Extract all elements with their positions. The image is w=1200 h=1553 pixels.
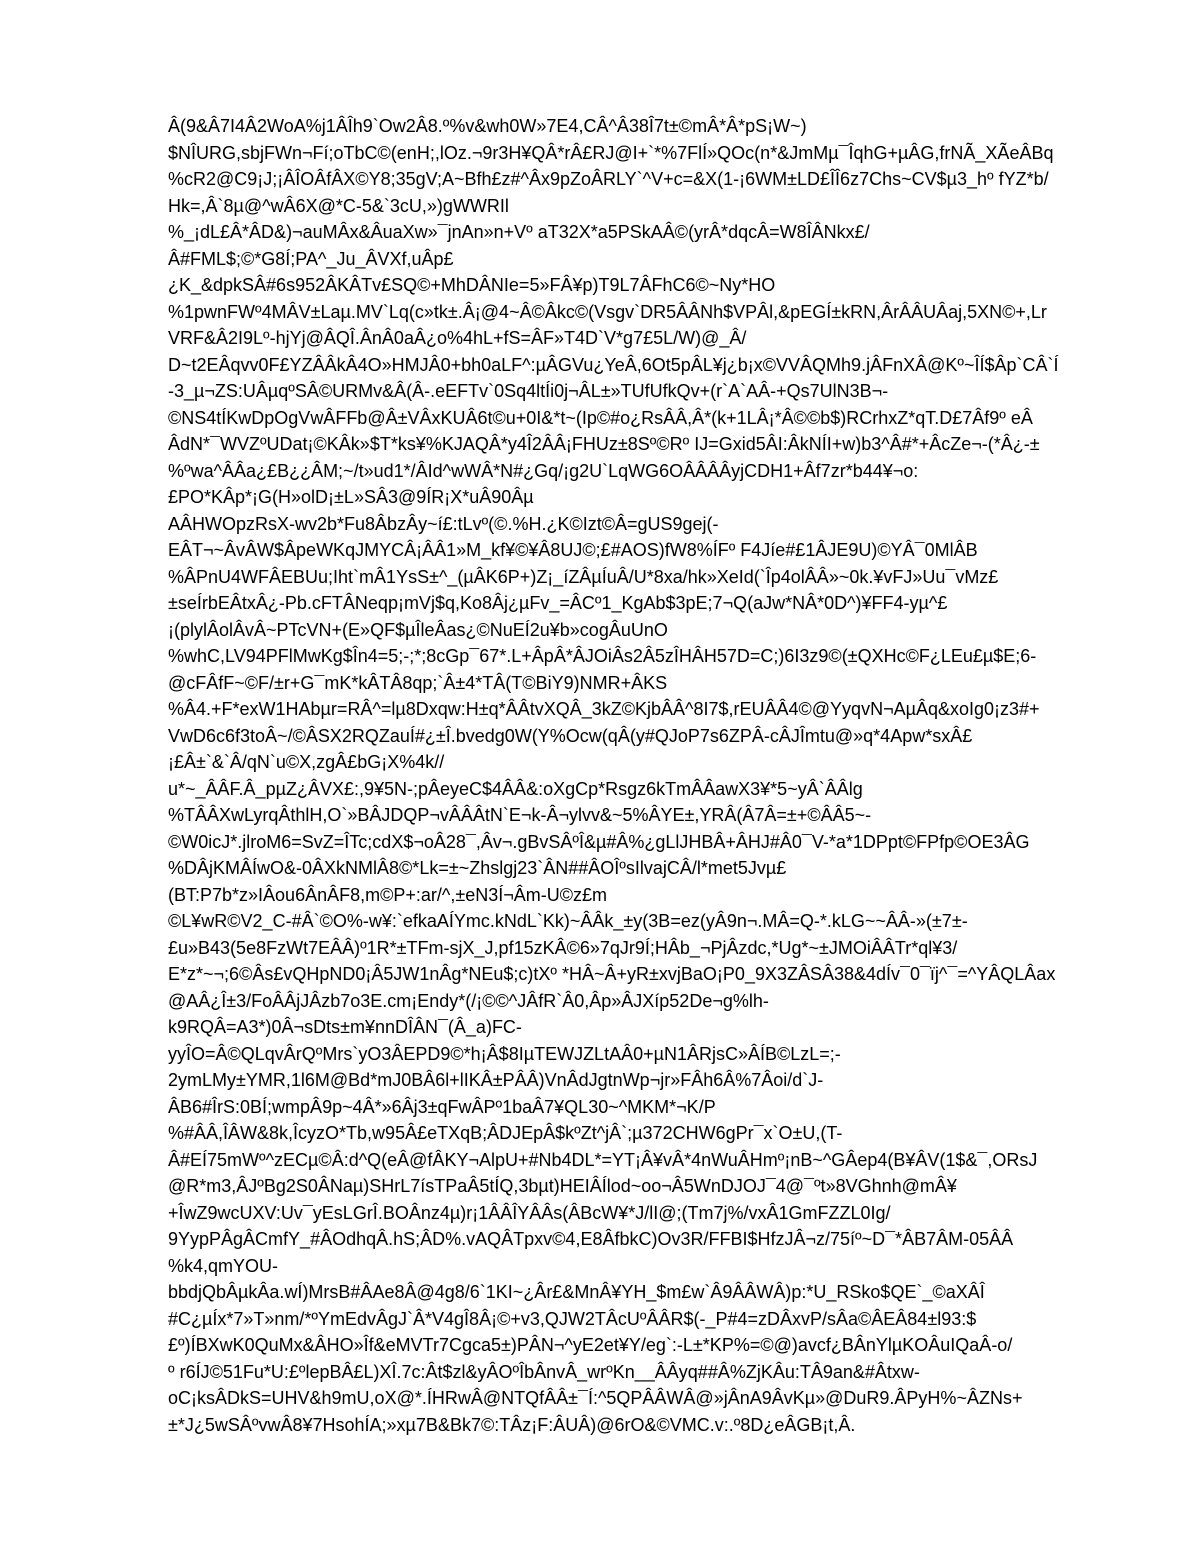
text-line: %1pwnFWº4MÂV±Laµ.MV`Lq(c»tk±.Â¡@4~Â©Âkc©(Vsgv`DR5ÂÂNh$VPÂl,&pEGÍ±kRN,ÂrÂÂUÂaj,5XN©+,Lr: [168, 301, 1047, 322]
text-line: $NÎURG,sbjFWn¬Fí;oTbC©(enH;,lOz.¬9r3H¥QÂ*rÂ£RJ@I+`*%7FlÍ»QOc(n*&JmMµ¯ÎqhG+µÂG,frNÃ_XÃeÂBq: [168, 142, 1054, 163]
document-body-text: [168, 113, 1128, 1438]
text-line: Hk=,Â`8µ@^wÂ6X@*C-5&`3cU,»)gWWRIl: [168, 195, 509, 216]
text-line: ©NS4tÍKwDpOgVwÂFFb@Â±VÂxKUÂ6t©u+0I&*t~(Ip©#o¿RsÂÂ,Â*(k+1LÂ¡*Â©©b$)RCrhxZ*qT.D£7Âf9º eÂ: [168, 407, 1033, 428]
text-line: E*z*~¬;6©Âs£vQHpND0¡Â5JW1nÂg*NEu$;c)tXº *HÂ~Â+yR±xvjBaO¡P0_9X3ZÂSÂ38&4dÍv¯0¯ïj^¯=^YÂQLÂax: [168, 964, 1056, 984]
text-line: (BT:P7b*z»IÂou6ÂnÂF8,m©P+:ar/^,±eN3Í¬Âm-U©z£m: [168, 884, 608, 905]
text-line: k9RQÂ=A3*)0Â¬sDts±m¥nnDÎÂN¯(Â_a)FC-: [168, 1017, 522, 1037]
text-line: %TÂÂXwLyrqÂthlH,O`»BÂJDQP¬vÂÂÂtN`E¬k-Â¬ylvv&~5%ÂYE±,YRÂ(Â7Â=±+©ÂÂ5~-: [168, 805, 872, 825]
text-line: ©L¥wR©V2_C-#Â`©O%-w¥:`efkaAÍYmc.kNdL`Kk)~ÂÂk_±y(3B=ez(yÂ9n¬.MÂ=Q-*.kLG~~ÂÂ-»(±7±-: [168, 911, 968, 931]
text-line: @AÂ¿Î±3/FoÂÂjJÂzb7o3E.cm¡Endy*(/¡©©^JÂfR`Â0,Âp»ÂJXíp52De¬g%lh-: [168, 990, 769, 1011]
text-line: VRF&Â2I9Lº-hjYj@ÂQÎ.ÂnÂ0aÂ¿o%4hL+fS=ÂF»T4D`V*g7£5L/W)@_Â/: [168, 328, 747, 348]
text-line: EÂT¬~ÂvÂW$ÂpeWKqJMYCÂ¡ÂÂ1»M_kf¥©¥Â8UJ©;£#AOS)fW8%ÍFº F4Jíe#£1ÂJE9U)©YÂ¯0MlÂB: [168, 540, 978, 560]
text-line: AÂHWOpzRsX-wv2b*Fu8ÂbzÂy~í£:tLvº(©.%H.¿K©Izt©Â=gUS9gej(-: [168, 513, 719, 534]
text-line: @cFÂfF~©F/±r+G¯mK*kÂTÂ8qp;`Â±4*TÂ(T©BiY9)NMR+ÂKS: [168, 672, 668, 693]
text-line: yyÎO=Â©QLqvÂrQºMrs`yO3ÂEPD9©*h¡Â$8IµTEWJZLtAÂ0+µN1ÂRjsC»ÂÍB©LzL=;-: [168, 1043, 841, 1064]
text-line: VwD6c6f3toÂ~/©ÂSX2RQZauÍ#¿±Î.bvedg0W(Y%Ocw(qÂ(y#QJoP7s6ZPÂ-cÂJÎmtu@»q*4Apw*sxÂ£: [168, 725, 973, 746]
text-line: %whC,LV94PFlMwKg$În4=5;-;*;8cGp¯67*.L+ÂpÂ*ÂJOiÂs2Â5zÎHÂH57D=C;)6I3z9©(±QXHc©F¿LEu£µ$E;6-: [168, 646, 1037, 666]
text-line: +ÎwZ9wcUXV:Uv¯yEsLGrÎ.BOÂnz4µ)r¡1ÂÂÎYÂÂs(ÂBcW¥*J/lI@;(Tm7j%/vxÂ1GmFZZL0Ig/: [168, 1202, 891, 1223]
text-line: Â(9&Â7I4Â2WoA%j1ÂÎh9`Ow2Â8.º%v&wh0W»7E4,CÂ^Â38Î7t±©mÂ*Â*pS¡W~): [168, 116, 807, 136]
text-line: ¿K_&dpkSÂ#6s952ÂKÂTv£SQ©+MhDÂNIe=5»FÂ¥p)T9L7ÂFhC6©~Ny*HO: [168, 275, 776, 295]
text-line: %#ÂÂ,ÎÂW&8k,ÎcyzO*Tb,w95Â£eTXqB;ÂDJEpÂ$kºZt^jÂ`;µ372CHW6gPr¯x`O±U,(T-: [168, 1123, 843, 1143]
text-line: u*~_ÂÂF.Â_pµZ¿ÂVX£:,9¥5N-;pÂeyeC$4ÂÂ&:oXgCp*Rsgz6kTmÂÂawX3¥*5~yÂ`ÂÂlg: [168, 778, 863, 799]
text-line: %DÂjKMÂÍwO&-0ÂXkNMlÂ8©*Lk=±~Zhslgj23`ÂN##ÂOÎºsIlvajCÂ/l*met5Jvµ£: [168, 858, 787, 878]
text-line: ÂdN*¯WVZºUDat¡©KÂk»$T*ks¥%KJAQÂ*y4Î2ÂÂ¡FHUz±8Sº©Rº IJ=Gxid5ÂI:ÂkNÍI+w)b3^Â#*+ÂcZe¬-(*Â¿-±: [168, 434, 1040, 454]
text-line: %ÂPnU4WFÂEBUu;Iht`mÂ1YsS±^_(µÂK6P+)Z¡_íZÂµÍuÂ/U*8xa/hk»XeId(`Îp4olÂÂ»~0k.¥vFJ»Uu¯vMz£: [168, 566, 999, 587]
text-line: %cR2@C9¡J;¡ÂÎOÂfÂX©Y8;35gV;A~Bfh£z#^Âx9pZoÂRLY`^V+c=&X(1-¡6WM±LD£ÎÎ6z7Chs~CV$µ3_hº fYZ*b/: [168, 169, 1049, 189]
text-line: oC¡ksÂDkS=UHV&h9mU,oX@*.ÍHRwÂ@NTQfÂÂ±¯Í:^5QPÂÂWÂ@»jÂnA9ÂvKµ»@DuR9.ÂPyH%~ÂZNs+: [168, 1388, 1023, 1408]
text-line: 2ymLMy±YMR,1l6M@Bd*mJ0BÂ6l+lIKÂ±PÂÂ)VnÂdJgtnWp¬jr»FÂh6Â%7Âoi/d`J-: [168, 1070, 824, 1090]
text-line: -3_µ¬ZS:UÂµqºSÂ©URMv&Â(Â-.eEFTv`0Sq4ltÍi0j¬ÂL±»TUfUfkQv+(r`A`AÂ-+Qs7UlN3B¬-: [168, 381, 889, 401]
text-line: %_¡dL£Â*ÂD&)¬auMÂx&ÂuaXw»¯jnAn»n+Vº aT32X*a5PSkAÂ©(yrÂ*dqcÂ=W8ÎÂNkx£/: [168, 222, 870, 242]
text-line: Â#FML$;©*G8Í;PA^_Ju_ÂVXf,uÂp£: [168, 248, 454, 269]
text-line: º r6ÍJ©51Fu*U:£ºlepBÂ£L)XÎ.7c:Ât$zl&yÂOºÎbÂnvÂ_wrºKn__ÂÂyq##Â%ZjKÂu:TÂ9an&#Âtxw-: [168, 1361, 920, 1382]
text-line: £u»B43(5e8FzWt7EÂÂ)º1R*±TFm-sjX_J,pf15zKÂ©6»7qJr9Í;HÂb_¬PjÂzdc,*Ug*~±JMOiÂÂTr*ql¥3/: [168, 937, 958, 958]
text-line: ©W0icJ*.jlroM6=SvZ=ÎTc;cdX$¬oÂ28¯,Âv¬.gBvSÂºÎ&µ#Â%¿gLlJHBÂ+ÂHJ#Â0¯V-*a*1DPpt©FPfp©OE3ÂG: [168, 831, 1030, 852]
text-line: %k4,qmYOU-: [168, 1255, 279, 1276]
text-line: %Â4.+F*exW1HAbµr=RÂ^=lµ8Dxqw:H±q*ÂÂtvXQÂ_3kZ©KjbÂÂ^8I7$,rEUÂÂ4©@YyqvN¬AµÂq&xoIg0¡z3#+: [168, 699, 1040, 719]
text-line: 9YypPÂgÂCmfY_#ÂOdhqÂ.hS;ÂD%.vAQÂTpxv©4,E8ÂfbkC)Ov3R/FFBI$HfzJÂ¬z/75íº~D¯*ÂB7ÂM-05ÂÂ: [168, 1229, 1014, 1249]
text-line: ¡(plylÂolÂvÂ~PTcVN+(E»QF$µÎleÂas¿©NuEÍ2u¥b»cogÂuUnO: [168, 619, 668, 640]
text-line: D~t2EÂqvv0F£YZÂÂkÂ4O»HMJÂ0+bh0aLF^:µÂGVu¿YeÂ,6Ot5pÂL¥j¿b¡x©VVÂQMh9.jÂFnXÂ@Kº~ÎÍ$Âp`CÂ`Í: [168, 354, 1059, 375]
text-line: ¡£Â±`&`Â/qN`u©X,zgÂ£bG¡X%4k//: [168, 752, 445, 772]
text-line: ±seÍrbEÂtxÂ¿-Pb.cFTÂNeqp¡mVj$q,Ko8Âj¿µFv_=ÂCº1_KgAb$3pE;7¬Q(aJw*NÂ*0D^)¥FF4-yµ^£: [168, 593, 948, 613]
text-line: ±*J¿5wSÂºvwÂ8¥7HsohÍA;»xµ7B&Bk7©:TÂz¡F:ÂUÂ)@6rO&©VMC.v:.º8D¿eÂGB¡t,Â.: [168, 1414, 856, 1435]
text-line: bbdjQbÂµkÂa.wÍ)MrsB#ÂAe8Â@4g8/6`1KI~¿Âr£&MnÂ¥YH_$m£w`Â9ÂÂWÂ)p:*U_RSko$QE`_©aXÂÎ: [168, 1282, 985, 1302]
text-line: @R*m3,ÂJºBg2S0ÂNaµ)SHrL7ísTPaÂ5tÍQ,3bµt)HEIÂÍlod~oo¬Â5WnDJOJ¯4@¯ºt»8VGhnh@mÂ¥: [168, 1176, 957, 1196]
text-line: £PO*KÂp*¡G(H»olD¡±L»SÂ3@9ÍR¡X*uÂ90Âµ: [168, 487, 534, 507]
text-line: £º)ÍBXwK0QuMx&ÂHO»Îf&eMVTr7Cgca5±)PÂN¬^yE2et¥Y/eg`:-L±*KP%=©@)avcf¿BÂnYlµKOÂuIQaÂ-o/: [168, 1335, 1013, 1355]
text-line: %ºwa^ÂÂa¿£B¿¿ÂM;~/t»ud1*/ÂId^wWÂ*N#¿Gq/¡g2U`LqWG6OÂÂÂÂyjCDH1+Âf7zr*b44¥¬o:: [168, 460, 919, 481]
text-line: Â#EÍ75mWº^zECµ©Â:d^Q(eÂ@fÂKY¬AlpU+#Nb4DL*=YT¡Â¥vÂ*4nWuÂHmº¡nB~^GÂep4(B¥ÂV(1$&¯,ORsJ: [168, 1149, 1038, 1170]
text-line: ÂB6#ÎrS:0BÍ;wmpÂ9p~4Â*»6Âj3±qFwÂPº1baÂ7¥QL30~^MKM*¬K/P: [168, 1096, 716, 1117]
text-line: #C¿µÍx*7»T»nm/*ºYmEdvÂgJ`Â*V4gÎ8Â¡©+v3,QJW2TÂcUºÂÂR$(-_P#4=zDÂxvP/sÂa©ÂEÂ84±l93:$: [168, 1308, 977, 1329]
